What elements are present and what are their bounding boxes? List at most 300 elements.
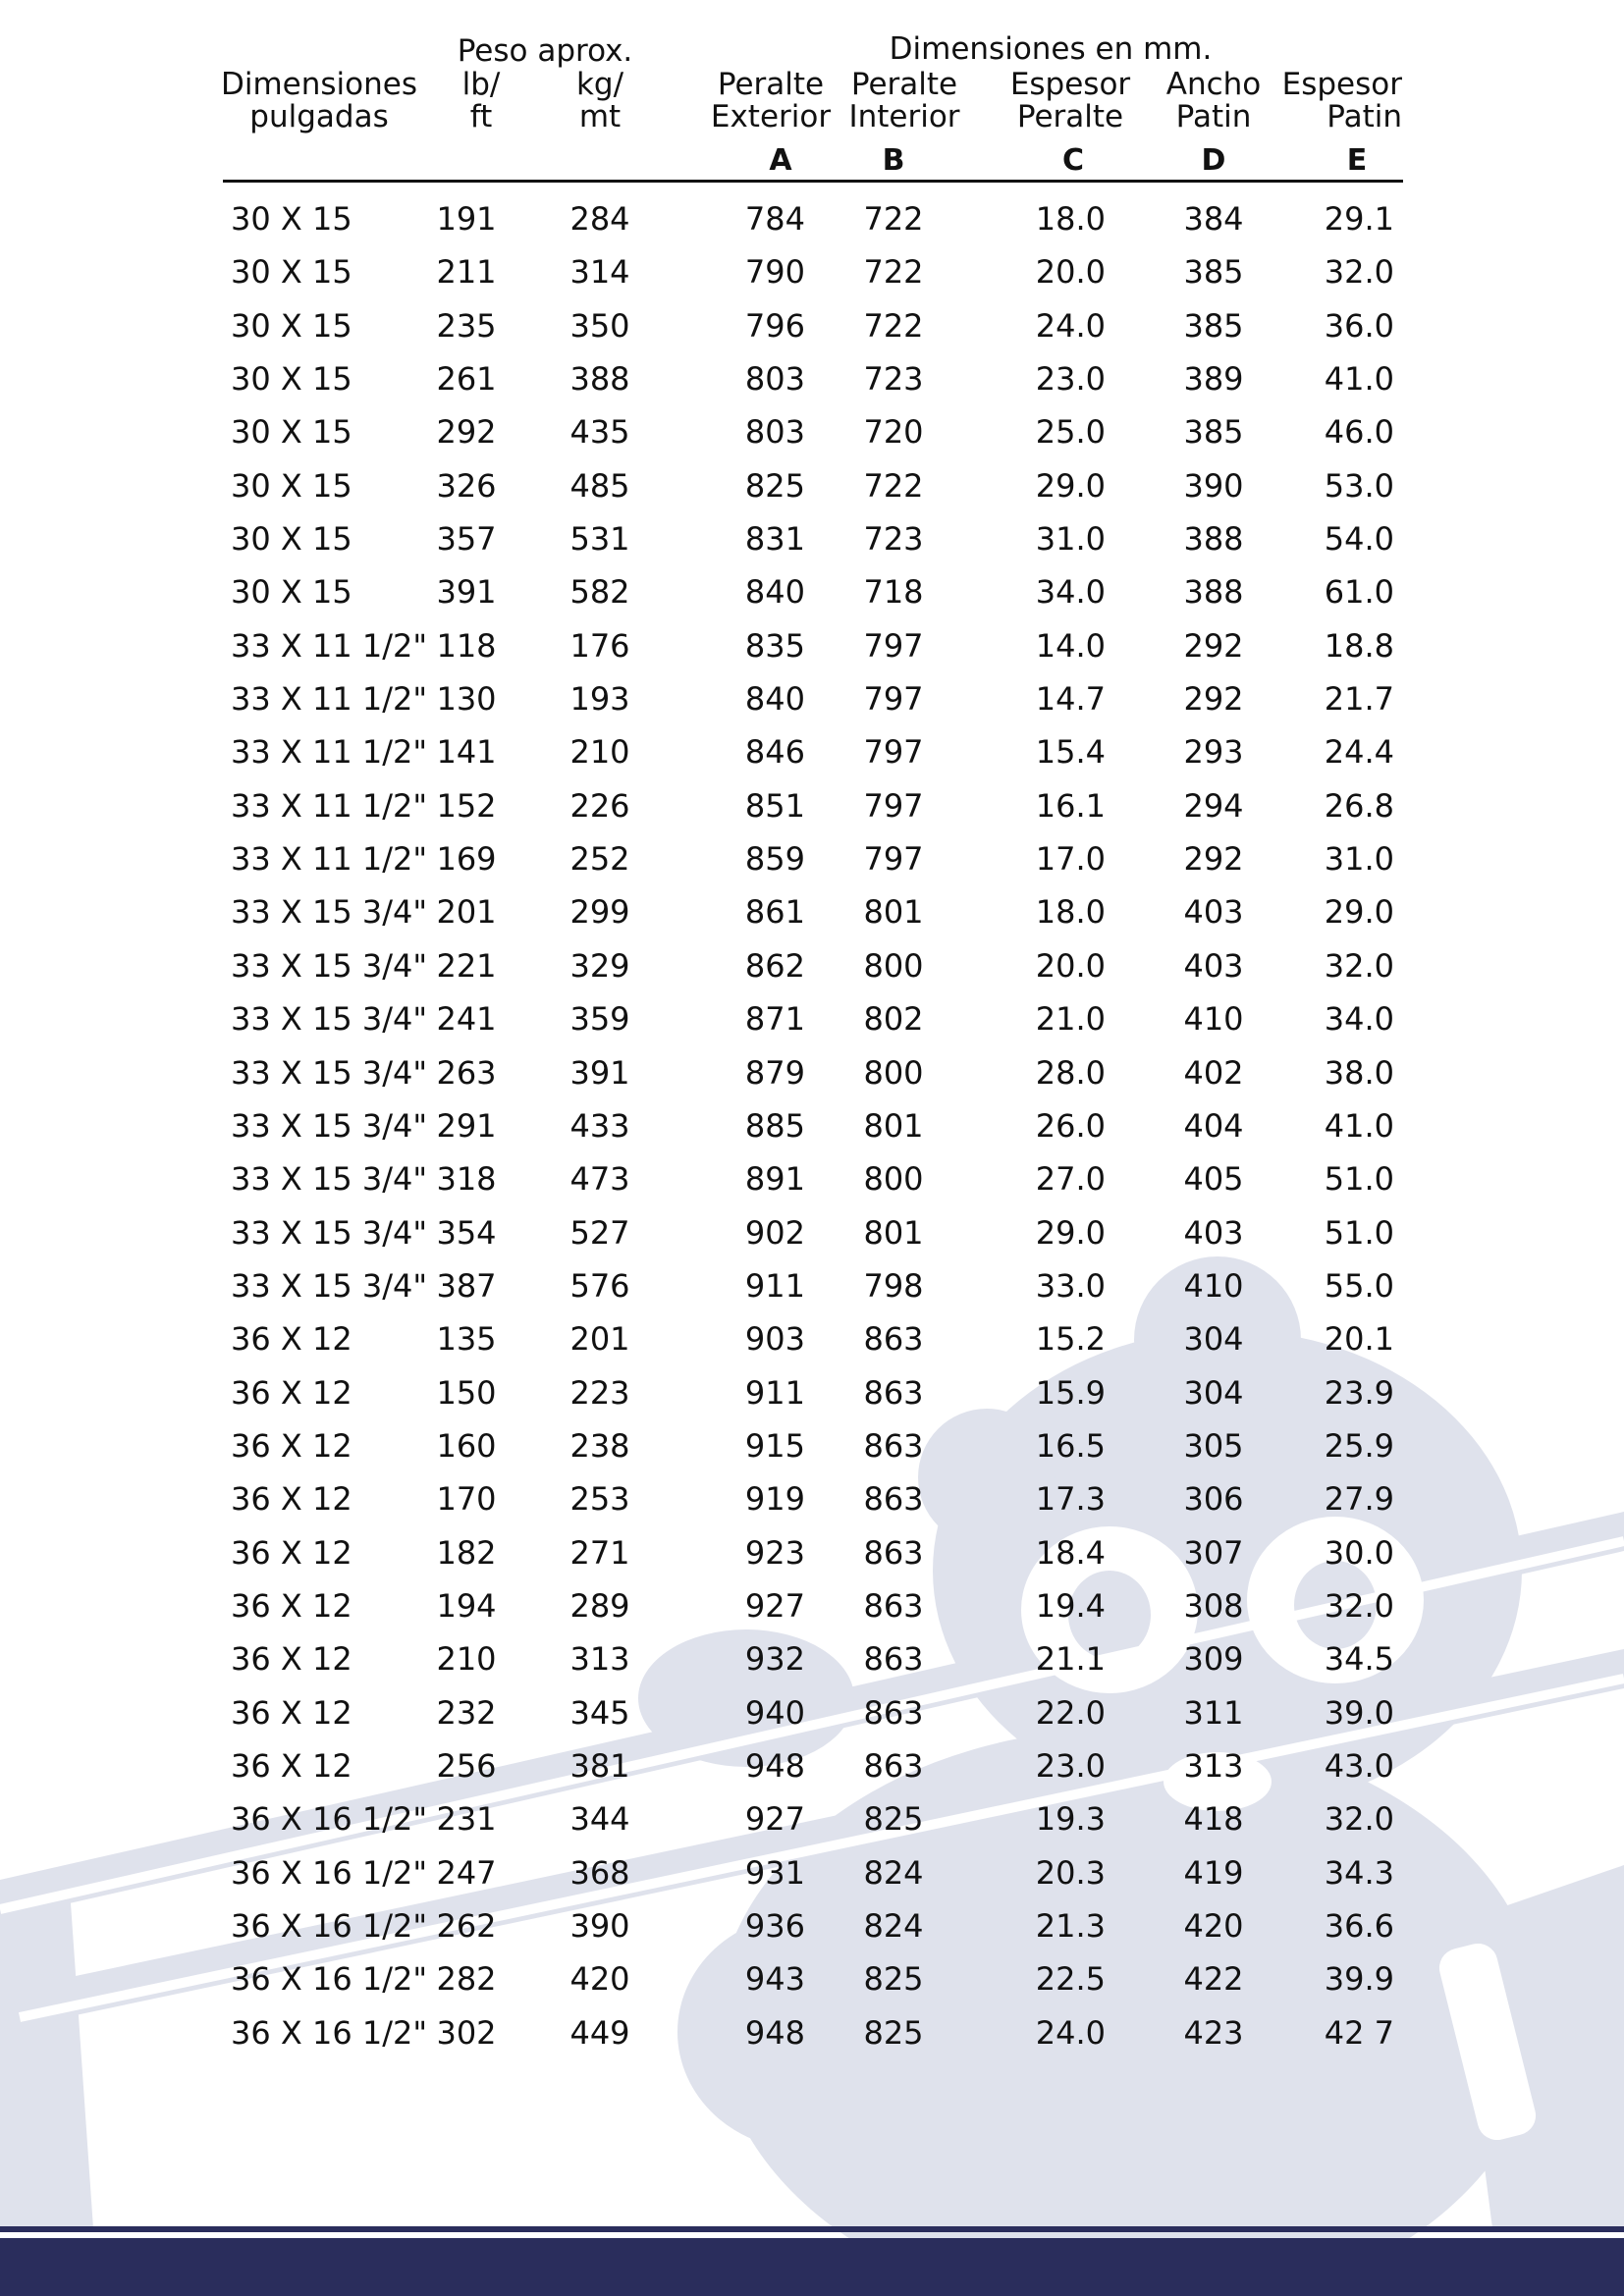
col-e-cell: 27.9: [1324, 1480, 1394, 1519]
kg-mt-cell: 313: [569, 1640, 630, 1679]
header-col-b: [840, 69, 968, 133]
lb-ft-cell: 232: [436, 1693, 497, 1732]
lb-ft-cell: 354: [436, 1213, 497, 1252]
table-body: [0, 192, 1624, 2059]
col-e-cell: 31.0: [1324, 840, 1394, 879]
size-cell: 36 X 12: [231, 1746, 352, 1785]
kg-mt-cell: 344: [569, 1800, 630, 1839]
col-c-cell: 28.0: [1035, 1053, 1106, 1092]
lb-ft-cell: 235: [436, 306, 497, 345]
col-b-cell: 797: [863, 840, 924, 879]
kg-mt-cell: 252: [569, 840, 630, 879]
lb-ft-cell: 201: [436, 893, 497, 932]
col-a-cell: 784: [744, 200, 805, 238]
col-c-cell: 26.0: [1035, 1106, 1106, 1145]
col-e-cell: 55.0: [1324, 1266, 1394, 1305]
col-c-cell: 17.0: [1035, 840, 1106, 879]
header-ft-unit: ft: [469, 99, 493, 134]
col-a-cell: 911: [744, 1373, 805, 1412]
kg-mt-cell: 433: [569, 1106, 630, 1145]
col-d-cell: 385: [1183, 413, 1244, 452]
col-e-cell: 32.0: [1324, 1586, 1394, 1625]
col-a-cell: 862: [744, 946, 805, 985]
col-e-cell: 39.9: [1324, 1960, 1394, 1999]
col-c-cell: 33.0: [1035, 1266, 1106, 1305]
header-lb-unit: lb/: [461, 67, 501, 102]
col-a-cell: 903: [744, 1320, 805, 1359]
lb-ft-cell: 241: [436, 1000, 497, 1039]
col-e-cell: 51.0: [1324, 1213, 1394, 1252]
col-e-cell: 38.0: [1324, 1053, 1394, 1092]
col-e-cell: 26.8: [1324, 786, 1394, 825]
col-e-cell: 43.0: [1324, 1746, 1394, 1785]
header-mt-unit: mt: [578, 99, 622, 134]
header-divider: [223, 180, 1403, 183]
col-b-cell: 800: [863, 1160, 924, 1199]
col-c-cell: 14.7: [1035, 680, 1106, 719]
col-d-cell: 420: [1183, 1907, 1244, 1945]
kg-mt-cell: 226: [569, 786, 630, 825]
col-e-cell: 61.0: [1324, 573, 1394, 612]
col-d-cell: 304: [1183, 1373, 1244, 1412]
table-row: [0, 1472, 1624, 1525]
col-e-cell: 23.9: [1324, 1373, 1394, 1412]
size-cell: 33 X 11 1/2": [231, 680, 428, 719]
size-cell: 33 X 15 3/4": [231, 1160, 428, 1199]
col-c-cell: 25.0: [1035, 413, 1106, 452]
table-row: [0, 459, 1624, 512]
table-row: [0, 565, 1624, 618]
lb-ft-cell: 141: [436, 733, 497, 772]
col-d-cell: 385: [1183, 253, 1244, 292]
col-d-cell: 307: [1183, 1533, 1244, 1572]
lb-ft-cell: 391: [436, 573, 497, 612]
kg-mt-cell: 345: [569, 1693, 630, 1732]
kg-mt-cell: 388: [569, 360, 630, 399]
col-b-cell: 801: [863, 893, 924, 932]
kg-mt-cell: 314: [569, 253, 630, 292]
col-b-cell: 801: [863, 1213, 924, 1252]
kg-mt-cell: 284: [569, 200, 630, 238]
size-cell: 30 X 15: [231, 413, 352, 452]
table-row: [0, 1526, 1624, 1579]
col-a-cell: 919: [744, 1480, 805, 1519]
header-col-b-line2: Interior: [848, 99, 960, 134]
kg-mt-cell: 420: [569, 1960, 630, 1999]
col-d-cell: 292: [1183, 626, 1244, 665]
kg-mt-cell: 390: [569, 1907, 630, 1945]
col-d-cell: 402: [1183, 1053, 1244, 1092]
col-c-cell: 21.1: [1035, 1640, 1106, 1679]
table-row: [0, 725, 1624, 778]
col-b-cell: 825: [863, 1960, 924, 1999]
col-e-cell: 32.0: [1324, 253, 1394, 292]
col-b-cell: 722: [863, 200, 924, 238]
col-c-cell: 15.2: [1035, 1320, 1106, 1359]
col-c-cell: 19.4: [1035, 1586, 1106, 1625]
table-row: [0, 779, 1624, 832]
kg-mt-cell: 201: [569, 1320, 630, 1359]
size-cell: 33 X 15 3/4": [231, 893, 428, 932]
size-cell: 30 X 15: [231, 306, 352, 345]
table-row: [0, 512, 1624, 565]
col-d-cell: 293: [1183, 733, 1244, 772]
size-cell: 33 X 15 3/4": [231, 1106, 428, 1145]
lb-ft-cell: 152: [436, 786, 497, 825]
col-a-cell: 940: [744, 1693, 805, 1732]
header-col-e-line2: Patin: [1326, 99, 1402, 134]
col-b-cell: 825: [863, 2013, 924, 2052]
col-c-cell: 20.0: [1035, 946, 1106, 985]
size-cell: 33 X 11 1/2": [231, 626, 428, 665]
col-e-cell: 34.3: [1324, 1853, 1394, 1892]
size-cell: 36 X 12: [231, 1373, 352, 1412]
header-col-a-line2: Exterior: [710, 99, 832, 134]
col-d-cell: 403: [1183, 893, 1244, 932]
col-b-cell: 863: [863, 1533, 924, 1572]
col-e-cell: 51.0: [1324, 1160, 1394, 1199]
col-d-cell: 308: [1183, 1586, 1244, 1625]
header-col-e: [1257, 69, 1402, 133]
header-col-d-line1: Ancho: [1165, 67, 1262, 102]
col-b-cell: 800: [863, 1053, 924, 1092]
table-row: [0, 1739, 1624, 1792]
col-c-cell: 17.3: [1035, 1480, 1106, 1519]
col-d-cell: 292: [1183, 840, 1244, 879]
col-c-cell: 15.4: [1035, 733, 1106, 772]
col-a-cell: 840: [744, 680, 805, 719]
lb-ft-cell: 291: [436, 1106, 497, 1145]
col-b-cell: 802: [863, 1000, 924, 1039]
size-cell: 33 X 11 1/2": [231, 840, 428, 879]
header-col-b-line1: Peralte: [850, 67, 958, 102]
col-d-cell: 305: [1183, 1426, 1244, 1465]
lb-ft-cell: 118: [436, 626, 497, 665]
lb-ft-cell: 194: [436, 1586, 497, 1625]
lb-ft-cell: 130: [436, 680, 497, 719]
lb-ft-cell: 160: [436, 1426, 497, 1465]
header-col-e-line1: Espesor: [1281, 67, 1402, 102]
col-c-cell: 18.4: [1035, 1533, 1106, 1572]
kg-mt-cell: 449: [569, 2013, 630, 2052]
kg-mt-cell: 193: [569, 680, 630, 719]
col-d-cell: 403: [1183, 946, 1244, 985]
size-cell: 36 X 12: [231, 1693, 352, 1732]
col-a-cell: 803: [744, 413, 805, 452]
table-row: [0, 1579, 1624, 1632]
size-cell: 36 X 12: [231, 1533, 352, 1572]
header-col-d-line2: Patin: [1175, 99, 1252, 134]
lb-ft-cell: 282: [436, 1960, 497, 1999]
table-row: [0, 245, 1624, 298]
col-a-cell: 796: [744, 306, 805, 345]
lb-ft-cell: 182: [436, 1533, 497, 1572]
size-cell: 33 X 15 3/4": [231, 1053, 428, 1092]
size-cell: 30 X 15: [231, 253, 352, 292]
table-row: [0, 619, 1624, 672]
col-b-cell: 801: [863, 1106, 924, 1145]
size-cell: 36 X 12: [231, 1480, 352, 1519]
col-b-cell: 863: [863, 1320, 924, 1359]
size-cell: 30 X 15: [231, 466, 352, 505]
kg-mt-cell: 582: [569, 573, 630, 612]
header-col-c-line2: Peralte: [1016, 99, 1124, 134]
table-row: [0, 1952, 1624, 2005]
col-c-cell: 27.0: [1035, 1160, 1106, 1199]
col-a-cell: 879: [744, 1053, 805, 1092]
size-cell: 36 X 16 1/2": [231, 2013, 428, 2052]
kg-mt-cell: 531: [569, 520, 630, 559]
col-e-cell: 20.1: [1324, 1320, 1394, 1359]
table-row: [0, 1366, 1624, 1419]
kg-mt-cell: 391: [569, 1053, 630, 1092]
col-c-cell: 14.0: [1035, 626, 1106, 665]
table-row: [0, 1632, 1624, 1685]
col-b-cell: 718: [863, 573, 924, 612]
lb-ft-cell: 135: [436, 1320, 497, 1359]
col-a-cell: 923: [744, 1533, 805, 1572]
lb-ft-cell: 302: [436, 2013, 497, 2052]
col-a-cell: 902: [744, 1213, 805, 1252]
kg-mt-cell: 223: [569, 1373, 630, 1412]
col-b-cell: 720: [863, 413, 924, 452]
size-cell: 33 X 11 1/2": [231, 786, 428, 825]
header-col-c-letter: C: [1061, 143, 1085, 178]
col-a-cell: 943: [744, 1960, 805, 1999]
header-col-c-line1: Espesor: [1009, 67, 1131, 102]
col-a-cell: 790: [744, 253, 805, 292]
table-row: [0, 939, 1624, 992]
col-a-cell: 927: [744, 1800, 805, 1839]
col-b-cell: 824: [863, 1853, 924, 1892]
size-cell: 30 X 15: [231, 520, 352, 559]
table-row: [0, 1312, 1624, 1365]
lb-ft-cell: 221: [436, 946, 497, 985]
col-c-cell: 15.9: [1035, 1373, 1106, 1412]
col-d-cell: 292: [1183, 680, 1244, 719]
size-cell: 36 X 12: [231, 1640, 352, 1679]
col-d-cell: 419: [1183, 1853, 1244, 1892]
size-cell: 36 X 12: [231, 1426, 352, 1465]
lb-ft-cell: 318: [436, 1160, 497, 1199]
col-e-cell: 42 7: [1324, 2013, 1394, 2052]
col-a-cell: 825: [744, 466, 805, 505]
col-e-cell: 34.0: [1324, 1000, 1394, 1039]
table-row: [0, 1899, 1624, 1952]
kg-mt-cell: 253: [569, 1480, 630, 1519]
col-b-cell: 863: [863, 1373, 924, 1412]
lb-ft-cell: 170: [436, 1480, 497, 1519]
kg-mt-cell: 527: [569, 1213, 630, 1252]
col-d-cell: 390: [1183, 466, 1244, 505]
lb-ft-cell: 169: [436, 840, 497, 879]
lb-ft-cell: 191: [436, 200, 497, 238]
header-col-a-line1: Peralte: [717, 67, 825, 102]
kg-mt-cell: 576: [569, 1266, 630, 1305]
kg-mt-cell: 435: [569, 413, 630, 452]
col-c-cell: 18.0: [1035, 200, 1106, 238]
table-row: [0, 1846, 1624, 1899]
kg-mt-cell: 299: [569, 893, 630, 932]
col-b-cell: 722: [863, 253, 924, 292]
kg-mt-cell: 329: [569, 946, 630, 985]
col-e-cell: 36.0: [1324, 306, 1394, 345]
col-a-cell: 936: [744, 1907, 805, 1945]
table-row: [0, 299, 1624, 352]
size-cell: 36 X 16 1/2": [231, 1907, 428, 1945]
col-c-cell: 31.0: [1035, 520, 1106, 559]
col-e-cell: 24.4: [1324, 733, 1394, 772]
table-row: [0, 192, 1624, 245]
col-d-cell: 385: [1183, 306, 1244, 345]
size-cell: 33 X 15 3/4": [231, 1213, 428, 1252]
col-b-cell: 797: [863, 626, 924, 665]
col-c-cell: 22.0: [1035, 1693, 1106, 1732]
header-kg-unit: kg/: [575, 67, 624, 102]
col-b-cell: 825: [863, 1800, 924, 1839]
table-row: [0, 1099, 1624, 1152]
col-a-cell: 885: [744, 1106, 805, 1145]
kg-mt-cell: 485: [569, 466, 630, 505]
col-d-cell: 304: [1183, 1320, 1244, 1359]
col-d-cell: 388: [1183, 520, 1244, 559]
header-col-b-letter: B: [882, 143, 905, 178]
col-c-cell: 24.0: [1035, 2013, 1106, 2052]
col-c-cell: 16.1: [1035, 786, 1106, 825]
col-a-cell: 871: [744, 1000, 805, 1039]
col-b-cell: 863: [863, 1586, 924, 1625]
col-b-cell: 824: [863, 1907, 924, 1945]
col-b-cell: 863: [863, 1693, 924, 1732]
col-e-cell: 36.6: [1324, 1907, 1394, 1945]
kg-mt-cell: 176: [569, 626, 630, 665]
col-a-cell: 861: [744, 893, 805, 932]
col-a-cell: 927: [744, 1586, 805, 1625]
size-cell: 33 X 11 1/2": [231, 733, 428, 772]
lb-ft-cell: 262: [436, 1907, 497, 1945]
col-e-cell: 32.0: [1324, 946, 1394, 985]
col-d-cell: 313: [1183, 1746, 1244, 1785]
lb-ft-cell: 211: [436, 253, 497, 292]
size-cell: 36 X 12: [231, 1586, 352, 1625]
kg-mt-cell: 350: [569, 306, 630, 345]
lb-ft-cell: 387: [436, 1266, 497, 1305]
col-b-cell: 863: [863, 1640, 924, 1679]
col-b-cell: 797: [863, 733, 924, 772]
col-a-cell: 851: [744, 786, 805, 825]
kg-mt-cell: 210: [569, 733, 630, 772]
col-a-cell: 948: [744, 1746, 805, 1785]
col-d-cell: 410: [1183, 1000, 1244, 1039]
size-cell: 33 X 15 3/4": [231, 1266, 428, 1305]
col-b-cell: 863: [863, 1426, 924, 1465]
col-c-cell: 34.0: [1035, 573, 1106, 612]
lb-ft-cell: 292: [436, 413, 497, 452]
col-a-cell: 831: [744, 520, 805, 559]
col-a-cell: 846: [744, 733, 805, 772]
kg-mt-cell: 473: [569, 1160, 630, 1199]
table-row: [0, 405, 1624, 458]
col-b-cell: 722: [863, 306, 924, 345]
col-e-cell: 30.0: [1324, 1533, 1394, 1572]
col-a-cell: 891: [744, 1160, 805, 1199]
col-a-cell: 911: [744, 1266, 805, 1305]
col-e-cell: 54.0: [1324, 520, 1394, 559]
lb-ft-cell: 263: [436, 1053, 497, 1092]
header-peso-title: Peso aprox.: [457, 33, 633, 69]
col-d-cell: 294: [1183, 786, 1244, 825]
table-row: [0, 885, 1624, 938]
col-e-cell: 25.9: [1324, 1426, 1394, 1465]
col-d-cell: 309: [1183, 1640, 1244, 1679]
table-row: [0, 832, 1624, 885]
col-c-cell: 24.0: [1035, 306, 1106, 345]
col-c-cell: 20.3: [1035, 1853, 1106, 1892]
header-col-a-letter: A: [769, 143, 792, 178]
col-a-cell: 948: [744, 2013, 805, 2052]
col-d-cell: 404: [1183, 1106, 1244, 1145]
header-col-a: [707, 69, 835, 133]
col-e-cell: 41.0: [1324, 1106, 1394, 1145]
lb-ft-cell: 231: [436, 1800, 497, 1839]
col-e-cell: 18.8: [1324, 626, 1394, 665]
col-b-cell: 863: [863, 1480, 924, 1519]
col-b-cell: 723: [863, 520, 924, 559]
col-c-cell: 19.3: [1035, 1800, 1106, 1839]
table-row: [0, 1792, 1624, 1845]
kg-mt-cell: 238: [569, 1426, 630, 1465]
col-c-cell: 18.0: [1035, 893, 1106, 932]
col-a-cell: 835: [744, 626, 805, 665]
kg-mt-cell: 381: [569, 1746, 630, 1785]
col-d-cell: 306: [1183, 1480, 1244, 1519]
kg-mt-cell: 271: [569, 1533, 630, 1572]
table-row: [0, 1152, 1624, 1205]
header-dimensiones-mm: Dimensiones en mm.: [889, 31, 1213, 67]
table-row: [0, 1206, 1624, 1259]
col-e-cell: 53.0: [1324, 466, 1394, 505]
header-col-d-letter: D: [1201, 143, 1226, 178]
col-c-cell: 23.0: [1035, 1746, 1106, 1785]
col-c-cell: 21.3: [1035, 1907, 1106, 1945]
col-c-cell: 21.0: [1035, 1000, 1106, 1039]
col-c-cell: 29.0: [1035, 1213, 1106, 1252]
col-a-cell: 915: [744, 1426, 805, 1465]
col-e-cell: 39.0: [1324, 1693, 1394, 1732]
col-d-cell: 423: [1183, 2013, 1244, 2052]
col-d-cell: 311: [1183, 1693, 1244, 1732]
col-d-cell: 422: [1183, 1960, 1244, 1999]
col-d-cell: 405: [1183, 1160, 1244, 1199]
header-col-c: [1001, 69, 1139, 133]
header-dimensiones-sub: pulgadas: [249, 99, 389, 134]
col-e-cell: 34.5: [1324, 1640, 1394, 1679]
col-b-cell: 723: [863, 360, 924, 399]
col-a-cell: 931: [744, 1853, 805, 1892]
col-b-cell: 863: [863, 1746, 924, 1785]
col-c-cell: 29.0: [1035, 466, 1106, 505]
size-cell: 36 X 16 1/2": [231, 1853, 428, 1892]
size-cell: 36 X 16 1/2": [231, 1960, 428, 1999]
size-cell: 36 X 12: [231, 1320, 352, 1359]
col-e-cell: 21.7: [1324, 680, 1394, 719]
lb-ft-cell: 247: [436, 1853, 497, 1892]
table-row: [0, 992, 1624, 1045]
table-row: [0, 2006, 1624, 2059]
col-c-cell: 16.5: [1035, 1426, 1106, 1465]
col-e-cell: 29.1: [1324, 200, 1394, 238]
table-row: [0, 1259, 1624, 1312]
